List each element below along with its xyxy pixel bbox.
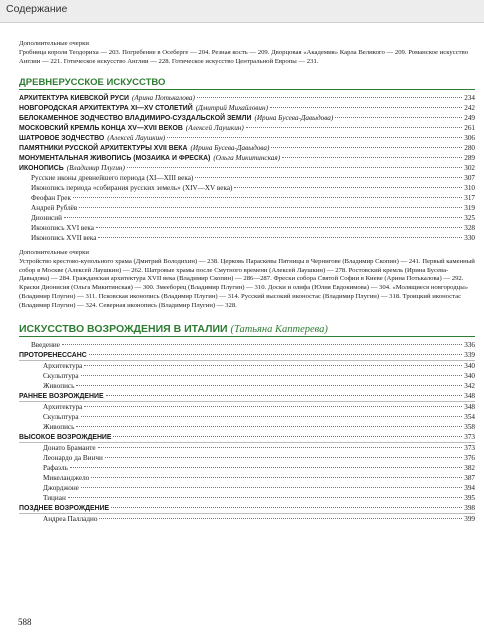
toc-entry-page: 387 — [464, 474, 475, 483]
toc-entry[interactable] — [19, 371, 475, 381]
dot-leader — [127, 167, 462, 168]
page-number: 588 — [18, 617, 32, 627]
toc-entry-page: 373 — [464, 444, 475, 453]
toc-entry[interactable] — [19, 153, 475, 163]
toc-entry-title: Дионисий — [31, 213, 62, 222]
dot-leader — [99, 518, 462, 519]
toc-entry-page: 280 — [464, 143, 475, 152]
header-title: Содержание — [6, 3, 68, 15]
toc-entry[interactable] — [19, 483, 475, 493]
toc-entry-author: (Ирина Бусева-Давыдова) — [190, 143, 270, 152]
dot-leader — [89, 354, 463, 355]
dot-leader — [113, 436, 462, 437]
toc-entry[interactable] — [19, 463, 475, 473]
toc-entry-page: 348 — [464, 392, 475, 401]
toc-entry-title: Живопись — [43, 382, 75, 391]
toc-entry[interactable] — [19, 133, 475, 143]
toc-list-old-russian-art — [19, 93, 475, 243]
toc-entry-title: Донато Браманте — [43, 444, 96, 453]
toc-entry-page: 398 — [464, 504, 475, 513]
toc-entry-page: 348 — [464, 403, 475, 412]
toc-entry-title: РАННЕЕ ВОЗРОЖДЕНИЕ — [19, 393, 104, 401]
toc-entry-page: 310 — [464, 183, 475, 192]
dot-leader — [96, 227, 462, 228]
toc-entry[interactable] — [19, 361, 475, 371]
toc-entry[interactable] — [19, 203, 475, 213]
toc-entry[interactable] — [19, 163, 475, 173]
section-title-old-russian-art — [19, 77, 475, 90]
section-title-text: ИСКУССТВО ВОЗРОЖДЕНИЯ В ИТАЛИИ — [19, 323, 228, 336]
section-title-text: ДРЕВНЕРУССКОЕ ИСКУССТВО — [19, 76, 166, 88]
toc-entry-page: 306 — [464, 133, 475, 142]
toc-entry-title: НОВГОРОДСКАЯ АРХИТЕКТУРА XI—XV СТОЛЕТИЙ — [19, 104, 193, 112]
toc-entry-title: Архитектура — [43, 362, 83, 371]
dot-leader — [271, 147, 462, 148]
dot-leader — [335, 117, 462, 118]
toc-entry-author: (Ирина Бусева-Давыдова) — [254, 113, 334, 122]
toc-entry-page: 394 — [464, 484, 475, 493]
toc-entry-page: 382 — [464, 464, 475, 473]
toc-entry-title: МОНУМЕНТАЛЬНАЯ ЖИВОПИСЬ (МОЗАИКА И ФРЕСКА) — [19, 154, 211, 162]
toc-entry-title: АРХИТЕКТУРА КИЕВСКОЙ РУСИ — [19, 94, 130, 102]
toc-entry[interactable] — [19, 223, 475, 233]
toc-entry-page: 307 — [464, 173, 475, 182]
toc-entry[interactable] — [19, 193, 475, 203]
toc-entry[interactable] — [19, 233, 475, 243]
dot-leader — [91, 477, 462, 478]
toc-entry-page: 376 — [464, 454, 475, 463]
toc-entry-author: (Арина Потькалова) — [132, 93, 195, 102]
toc-entry-page: 317 — [464, 193, 475, 202]
toc-entry[interactable] — [19, 350, 475, 361]
toc-entry[interactable] — [19, 453, 475, 463]
supplementary-essays-title: Дополнительные очерки — [19, 40, 89, 47]
toc-entry-title: МОСКОВСКИЙ КРЕМЛЬ КОНЦА XV—XVII ВЕКОВ — [19, 124, 183, 132]
dot-leader — [81, 487, 462, 488]
toc-entry[interactable] — [19, 402, 475, 412]
toc-entry-title: ВЫСОКОЕ ВОЗРОЖДЕНИЕ — [19, 434, 112, 442]
toc-entry-page: 242 — [464, 103, 475, 112]
toc-entry-title: Леонардо да Винчи — [43, 454, 103, 463]
dot-leader — [98, 447, 463, 448]
toc-entry-author: (Алексей Лаушкин) — [185, 123, 244, 132]
toc-entry-title: Иконопись периода «собирания русских земель» (XIV—XV века) — [31, 183, 233, 192]
toc-entry[interactable] — [19, 422, 475, 432]
dot-leader — [167, 137, 462, 138]
dot-leader — [195, 177, 462, 178]
toc-entry-author: (Ольга Микитинская) — [213, 153, 281, 162]
dot-leader — [84, 406, 462, 407]
toc-entry[interactable] — [19, 473, 475, 483]
toc-entry-title: Скульптура — [43, 413, 79, 422]
dot-leader — [98, 237, 462, 238]
header-bar — [0, 0, 484, 23]
toc-entry-title: Введение — [31, 341, 60, 350]
toc-entry[interactable] — [19, 381, 475, 391]
supplementary-essays-block-1 — [19, 40, 475, 67]
dot-leader — [76, 426, 462, 427]
toc-entry-title: ИКОНОПИСЬ — [19, 164, 64, 172]
toc-entry-author: (Дмитрий Михайловин) — [195, 103, 268, 112]
toc-entry[interactable] — [19, 412, 475, 422]
section-author: (Татьяна Каптерева) — [230, 324, 328, 336]
toc-entry-page: 373 — [464, 433, 475, 442]
toc-entry-page: 289 — [464, 153, 475, 162]
toc-entry[interactable] — [19, 514, 475, 524]
toc-entry-title: Микеланджело — [43, 474, 90, 483]
dot-leader — [76, 385, 462, 386]
toc-entry-author: (Алексей Лаушкин) — [107, 133, 166, 142]
toc-entry-title: ПРОТОРЕНЕССАНС — [19, 352, 87, 360]
dot-leader — [73, 197, 462, 198]
toc-entry-page: 399 — [464, 515, 475, 524]
toc-entry-title: Иконопись XVII века — [31, 233, 97, 242]
toc-entry-title: БЕЛОКАМЕННОЕ ЗОДЧЕСТВО ВЛАДИМИРО-СУЗДАЛЬСКОЙ ЗЕМЛИ — [19, 114, 252, 122]
toc-entry-title: Живопись — [43, 423, 75, 432]
dot-leader — [62, 344, 462, 345]
toc-entry-page: 319 — [464, 203, 475, 212]
toc-entry-title: Андрей Рублёв — [31, 203, 78, 212]
toc-entry-page: 340 — [464, 372, 475, 381]
toc-entry-title: Скульптура — [43, 372, 79, 381]
toc-entry-page: 328 — [464, 223, 475, 232]
toc-entry[interactable] — [19, 503, 475, 514]
toc-entry-page: 336 — [464, 341, 475, 350]
toc-entry[interactable] — [19, 391, 475, 402]
toc-list-italian-renaissance — [19, 340, 475, 524]
section-title-italian-renaissance — [19, 323, 475, 337]
toc-entry-title: ПАМЯТНИКИ РУССКОЙ АРХИТЕКТУРЫ XVII ВЕКА — [19, 144, 188, 152]
dot-leader — [81, 375, 463, 376]
toc-entry-title: Русские иконы древнейшего периода (XI—XIII века) — [31, 173, 194, 182]
dot-leader — [79, 207, 462, 208]
toc-entry[interactable] — [19, 213, 475, 223]
supplementary-essays-text: Устройство крестово-купольного храма (Дмитрий Володихин) — 238. Церковь Параскевы Пятницы в Чернигове (Владимир Скопин) — 241. Первый каменный собор в Москве (Алексей Лаушкин) — 262. Шатровые храмы после Смутного времени (Алексей Лаушкин) — 278. Ростовский кремль (Ирина Бусева-Давыдова) — 284. Гражданская архитектура XVII века (Владимир Скопин) — 286—287. Фрески собора Святой Софии в Киеве (Арина Потькалова) — 292. Краски Дионисия (Ольга Микитинская) — 300. Змееборец (Владимир Плугин) — 310. Доски и олифа (Юлия Евдокимова) — 304. «Молящиеся новгородцы» (Владимир Плугин) — 311. Псковская иконопись (Владимир Плугин) — 314. Русский высокий иконостас (Владимир Плугин) — 318. Троицкий иконостас (Владимир Плугин) — 324. Северная иконопись (Владимир Плугин) — 328. — [19, 257, 475, 310]
toc-entry-page: 261 — [464, 123, 475, 132]
toc-entry-title: Рафаэль — [43, 464, 68, 473]
toc-entry[interactable] — [19, 340, 475, 350]
dot-leader — [106, 395, 463, 396]
toc-entry-title: Иконопись XVI века — [31, 223, 94, 232]
toc-entry-page: 330 — [464, 233, 475, 242]
dot-leader — [234, 187, 462, 188]
toc-entry-title: Феофан Грек — [31, 193, 71, 202]
dot-leader — [70, 467, 462, 468]
toc-entry[interactable] — [19, 143, 475, 153]
toc-entry-page: 358 — [464, 423, 475, 432]
dot-leader — [197, 97, 462, 98]
supplementary-essays-text: Гробница короля Теодориха — 203. Погребение в Осеберге — 204. Резная кость — 209. Дворцовая «Академия» Карла Великого — 209. Романское искусство Англии — 221. Готическое искусство Англии — 228. Готическое искусство Центральной Европы — 231. — [19, 48, 469, 65]
dot-leader — [105, 457, 462, 458]
supplementary-essays-block-2 — [19, 249, 475, 311]
toc-entry-author: (Владимир Плугин) — [66, 163, 125, 172]
toc-entry-title: Андреа Палладио — [43, 515, 98, 524]
toc-entry-page: 249 — [464, 113, 475, 122]
toc-entry[interactable] — [19, 103, 475, 113]
dot-leader — [282, 157, 462, 158]
toc-entry-page: 395 — [464, 494, 475, 503]
toc-entry-title: ПОЗДНЕЕ ВОЗРОЖДЕНИЕ — [19, 505, 110, 513]
toc-entry[interactable] — [19, 443, 475, 453]
dot-leader — [68, 497, 462, 498]
toc-entry-page: 342 — [464, 382, 475, 391]
dot-leader — [111, 507, 462, 508]
toc-entry-title: Джорджоне — [43, 484, 79, 493]
toc-entry-title: ШАТРОВОЕ ЗОДЧЕСТВО — [19, 134, 105, 142]
toc-entry-page: 339 — [464, 351, 475, 360]
toc-entry-page: 302 — [464, 163, 475, 172]
toc-entry-page: 354 — [464, 413, 475, 422]
toc-entry-page: 325 — [464, 213, 475, 222]
toc-page — [19, 40, 475, 524]
toc-entry[interactable] — [19, 432, 475, 443]
toc-entry-page: 234 — [464, 93, 475, 102]
dot-leader — [64, 217, 462, 218]
dot-leader — [84, 365, 462, 366]
toc-entry[interactable] — [19, 493, 475, 503]
toc-entry[interactable] — [19, 183, 475, 193]
toc-entry[interactable] — [19, 93, 475, 103]
toc-entry[interactable] — [19, 113, 475, 123]
supplementary-essays-title: Дополнительные очерки — [19, 248, 89, 256]
toc-entry-title: Тициан — [43, 494, 66, 503]
toc-entry-title: Архитектура — [43, 403, 83, 412]
dot-leader — [81, 416, 463, 417]
toc-entry[interactable] — [19, 123, 475, 133]
toc-entry[interactable] — [19, 173, 475, 183]
dot-leader — [246, 127, 462, 128]
dot-leader — [270, 107, 462, 108]
toc-entry-page: 340 — [464, 362, 475, 371]
